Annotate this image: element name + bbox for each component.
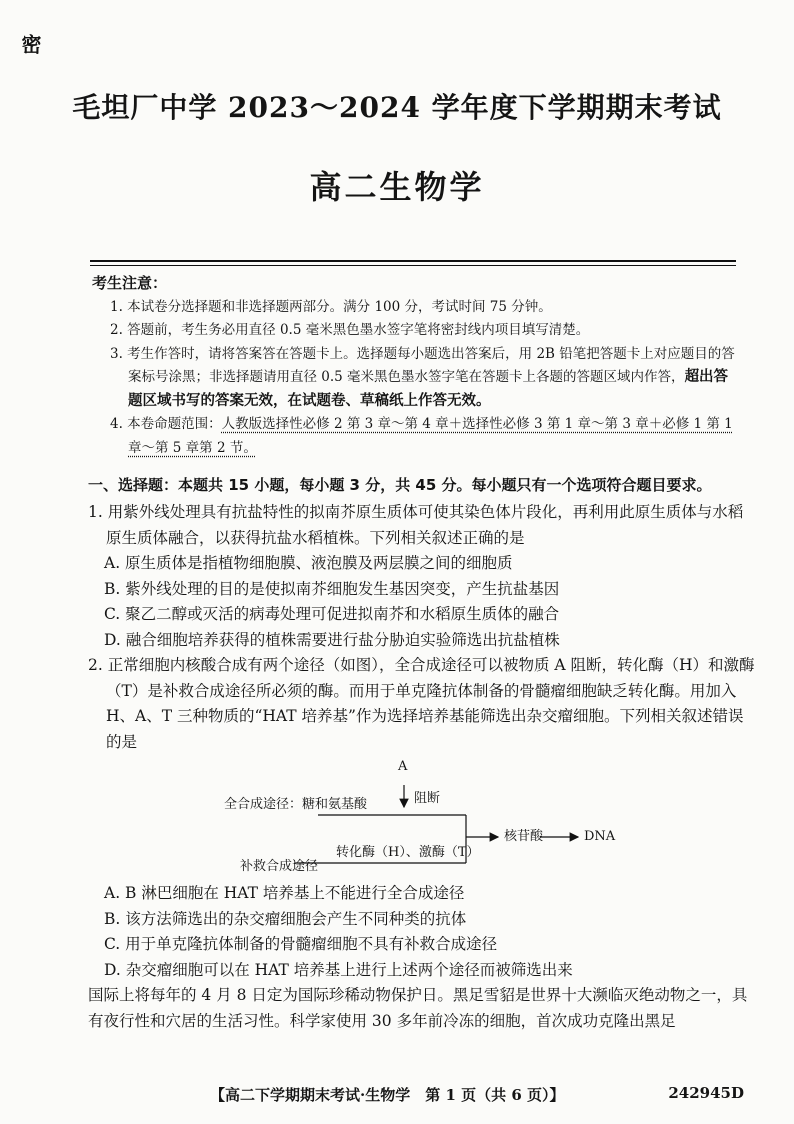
question-1-option: B. 紫外线处理的目的是使拟南芥细胞发生基因突变，产生抗盐基因 [104,579,560,598]
substance-a-label: A [398,759,408,774]
section-heading: 一、选择题：本题共 15 小题，每小题 3 分，共 45 分。每小题只有一个选项符合题目要求。 [88,476,712,494]
notice-item: 2. 答题前，考生务必用直径 0.5 毫米黑色墨水签字笔将密封线内项目填写清楚。 [110,322,590,338]
enzymes-label: 转化酶（H）、激酶（T） [336,845,480,860]
exam-title: 毛坦厂中学 2023～2024 学年度下学期期末考试 [72,91,722,124]
nucleotide-label: 核苷酸 [504,829,544,844]
nucleotide-pathway-diagram [88,755,756,881]
question-1-stem: 1. 用紫外线处理具有抗盐特性的拟南芥原生质体可使其染色体片段化，再利用此原生质体与水稻原生质体融合，以获得抗盐水稻植株。下列相关叙述正确的是 [88,503,744,547]
pathway-1-label: 全合成途径：糖和氨基酸 [224,797,368,812]
footer-page-info: 【高二下学期期末考试·生物学 第 1 页（共 6 页）】 [210,1086,565,1104]
block-label: 阻断 [414,791,441,806]
question-2-option: D. 杂交瘤细胞可以在 HAT 培养基上进行上述两个途径而被筛选出来 [104,960,573,979]
notice-item [92,343,742,414]
question-3-stem: 国际上将每年的 4 月 8 日定为国际珍稀动物保护日。黑足雪貂是世界十大濒临灭绝动物之一，具有夜行性和穴居的生活习性。科学家使用 30 多年前冷冻的细胞，首次成功克隆出黑足 [88,986,748,1030]
dna-label: DNA [584,829,616,844]
question-2-option: B. 该方法筛选出的杂交瘤细胞会产生不同种类的抗体 [104,909,467,928]
question-2-option: A. B 淋巴细胞在 HAT 培养基上不能进行全合成途径 [104,884,465,902]
question-2-option: C. 用于单克隆抗体制备的骨髓瘤细胞不具有补救合成途径 [104,935,498,953]
notice-item [92,413,742,460]
header-rule-thick [90,260,736,262]
footer-exam-code: 242945D [668,1084,744,1102]
pathway-2-label: 补救合成途径 [240,859,319,874]
notice-item-3-emphasis: 超出答题区域书写的答案无效，在试题卷、草稿纸上作答无效。 [128,369,729,409]
question-1-option: A. 原生质体是指植物细胞膜、液泡膜及两层膜之间的细胞质 [104,554,513,572]
notice-block [92,272,742,460]
notice-item-4-prefix: 4. 本卷命题范围： [110,416,222,432]
seal-mark: 密 [18,34,42,54]
exam-subject: 高二生物学 [309,168,485,206]
notice-item: 1. 本试卷分选择题和非选择题两部分。满分 100 分，考试时间 75 分钟。 [110,298,552,315]
questions [88,500,756,1034]
notice-item-3-text: 3. 考生作答时，请将答案答在答题卡上。选择题每小题选出答案后，用 2B 铅笔把答题卡上对应题目的答案标号涂黑；非选择题请用直径 0.5 毫米黑色墨水签字笔在答题卡上各题的答题区域内作答， [110,345,735,385]
question-1-option: C. 聚乙二醇或灭活的病毒处理可促进拟南芥和水稻原生质体的融合 [104,605,560,623]
pathway-arrows [88,755,756,881]
notice-title: 考生注意： [92,274,168,292]
header-rule-thin [90,265,736,266]
question-1-option: D. 融合细胞培养获得的植株需要进行盐分胁迫实验筛选出抗盐植株 [104,630,560,649]
notice-item-4-scope: 人教版选择性必修 2 第 3 章～第 4 章＋选择性必修 3 第 1 章～第 3 章＋必修 1 第 1 章～第 5 章第 2 节。 [128,416,733,456]
question-2-stem: 2. 正常细胞内核酸合成有两个途径（如图），全合成途径可以被物质 A 阻断，转化酶（H）和激酶（T）是补救合成途径所必须的酶。而用于单克隆抗体制备的骨髓瘤细胞缺乏转化酶。用加入 H、A、T 三种物质的“HAT 培养基”作为选择培养基能筛选出杂交瘤细胞。下列相关叙述错误的是 [88,656,755,751]
